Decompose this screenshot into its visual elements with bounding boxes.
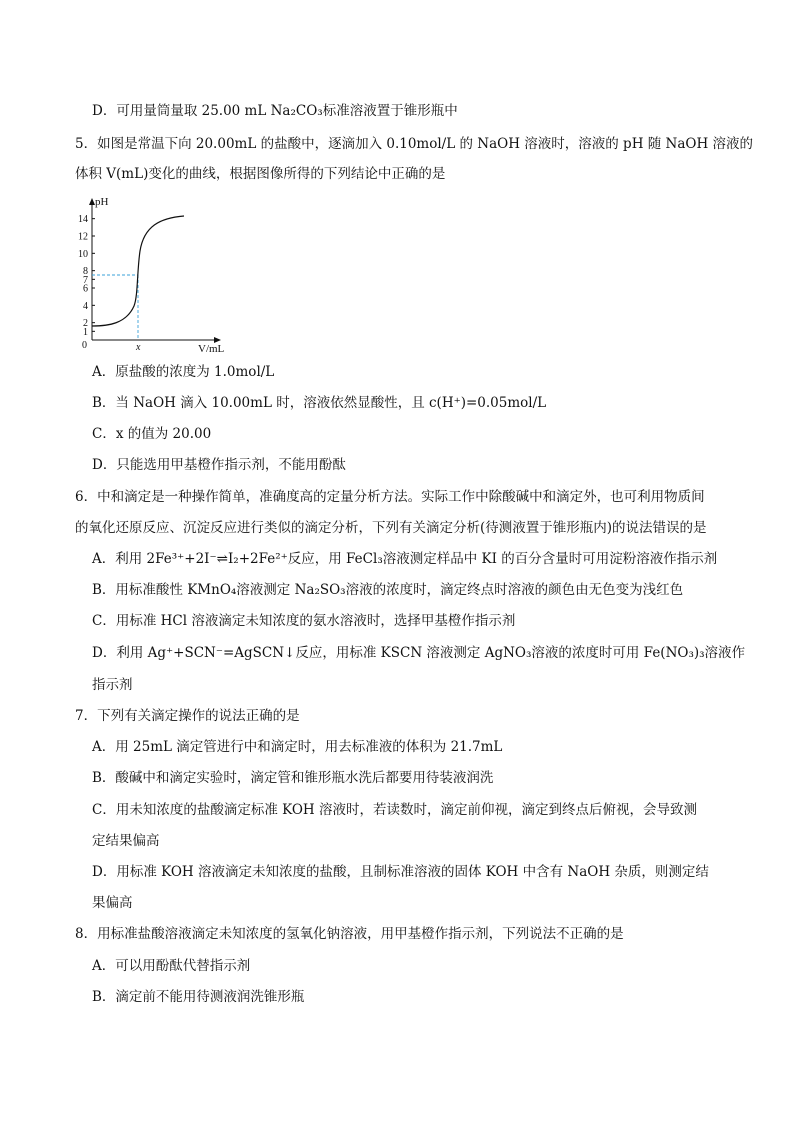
text-line-6: C．x 的值为 20.00: [92, 426, 212, 442]
text-line-8: 6．中和滴定是一种操作简单，准确度高的定量分析方法。实际工作中除酸碱中和滴定外，也可利用物质间: [75, 489, 705, 505]
text-line-9: 的氧化还原反应、沉淀反应进行类似的滴定分析，下列有关滴定分析(待测液置于锥形瓶内)的说法错误的是: [75, 520, 707, 536]
y-tick-label: 2: [83, 318, 88, 330]
text-line-18: C．用未知浓度的盐酸滴定标准 KOH 溶液时，若读数时，滴定前仰视，滴定到终点后俯视，会导致测: [92, 802, 697, 818]
text-line-2: 5．如图是常温下向 20.00mL 的盐酸中，逐滴加入 0.10mol/L 的 NaOH 溶液时，溶液的 pH 随 NaOH 溶液的: [75, 136, 754, 152]
y-tick-label: 6: [83, 283, 88, 295]
text-line-23: A．可以用酚酞代替指示剂: [92, 958, 251, 974]
text-line-16: A．用 25mL 滴定管进行中和滴定时，用去标准液的体积为 21.7mL: [92, 739, 503, 755]
text-line-1: D．可用量筒量取 25.00 mL Na₂CO₃标准溶液置于锥形瓶中: [92, 103, 458, 119]
y-tick-label: 7: [83, 274, 88, 286]
text-line-13: D．利用 Ag⁺+SCN⁻=AgSCN↓反应，用标准 KSCN 溶液测定 AgNO₃溶液的浓度时可用 Fe(NO₃)₃溶液作: [92, 645, 746, 661]
text-line-22: 8．用标准盐酸溶液滴定未知浓度的氢氧化钠溶液，用甲基橙作指示剂，下列说法不正确的是: [75, 926, 624, 942]
text-line-10: A．利用 2Fe³⁺+2I⁻⇌I₂+2Fe²⁺反应，用 FeCl₃溶液测定样品中 KI 的百分含量时可用淀粉溶液作指示剂: [92, 551, 718, 567]
x-axis-label: V/mL: [198, 343, 225, 355]
text-line-7: D．只能选用甲基橙作指示剂，不能用酚酞: [92, 457, 346, 473]
y-tick-label: 14: [78, 214, 88, 226]
titration-curve: [92, 216, 184, 326]
titration-chart: [68, 196, 228, 356]
y-tick-label: 8: [83, 266, 88, 278]
text-line-11: B．用标准酸性 KMnO₄溶液测定 Na₂SO₃溶液的浓度时，滴定终点时溶液的颜色由无色变为浅红色: [92, 582, 684, 598]
text-line-21: 果偏高: [92, 895, 133, 911]
y-tick-label: 4: [83, 300, 88, 312]
text-line-15: 7．下列有关滴定操作的说法正确的是: [75, 708, 300, 724]
origin-label: 0: [82, 340, 87, 351]
y-tick-label: 12: [78, 231, 88, 243]
text-line-24: B．滴定前不能用待测液润洗锥形瓶: [92, 989, 305, 1005]
y-axis-label: pH: [95, 196, 109, 208]
text-line-5: B．当 NaOH 滴入 10.00mL 时，溶液依然显酸性，且 c(H⁺)=0.05mol/L: [92, 395, 547, 411]
y-tick-label: 1: [83, 326, 88, 338]
text-line-17: B．酸碱中和滴定实验时，滴定管和锥形瓶水洗后都要用待装液润洗: [92, 770, 494, 786]
y-tick-label: 10: [78, 248, 88, 260]
text-line-3: 体积 V(mL)变化的曲线，根据图像所得的下列结论中正确的是: [75, 166, 446, 182]
text-line-19: 定结果偏高: [92, 833, 160, 849]
x-marker-label: x: [136, 342, 141, 353]
text-line-14: 指示剂: [92, 677, 133, 693]
text-line-20: D．用标准 KOH 溶液滴定未知浓度的盐酸，且制标准溶液的固体 KOH 中含有 NaOH 杂质，则测定结: [92, 864, 709, 880]
text-line-4: A．原盐酸的浓度为 1.0mol/L: [92, 364, 275, 380]
text-line-12: C．用标准 HCl 溶液滴定未知浓度的氨水溶液时，选择甲基橙作指示剂: [92, 613, 516, 629]
